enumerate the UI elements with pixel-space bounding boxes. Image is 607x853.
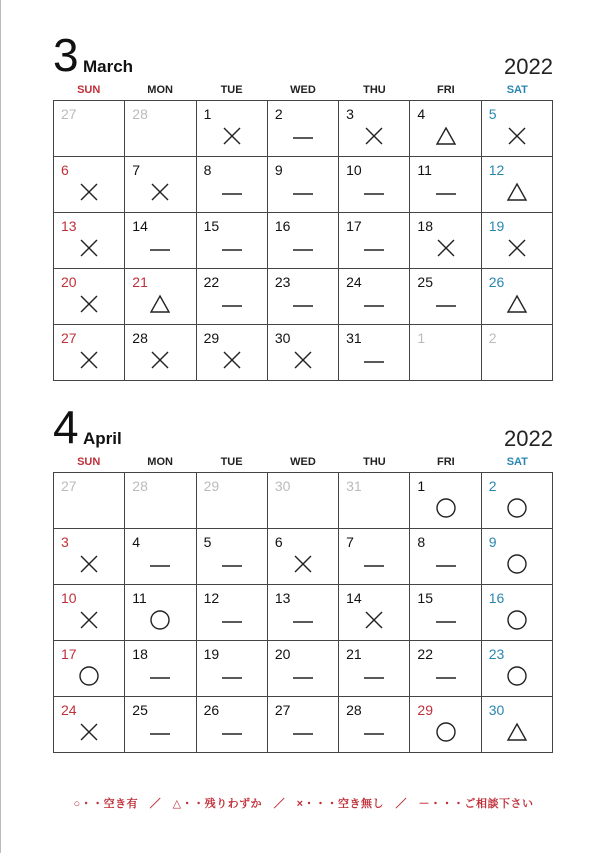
day-number: 31 <box>346 478 362 494</box>
day-cell <box>54 697 125 753</box>
day-number: 28 <box>132 330 148 346</box>
year: 2022 <box>504 426 553 451</box>
dash-mark-icon <box>363 553 385 575</box>
day-cell <box>268 213 339 269</box>
day-cell <box>482 325 553 381</box>
day-cell <box>339 101 410 157</box>
day-cell <box>54 101 125 157</box>
day-cell <box>54 585 125 641</box>
day-number: 4 <box>417 106 426 122</box>
cross-mark-icon <box>78 721 100 743</box>
dash-mark-icon <box>363 349 385 371</box>
day-cell <box>268 585 339 641</box>
day-number: 28 <box>346 702 362 718</box>
day-number: 30 <box>488 702 505 718</box>
weekday-label: TUE <box>220 84 243 96</box>
day-cell <box>410 529 481 585</box>
cross-mark-icon <box>363 125 385 147</box>
day-number: 29 <box>203 330 220 346</box>
day-cell <box>410 269 481 325</box>
cross-mark-icon <box>149 349 171 371</box>
day-cell <box>482 157 553 213</box>
dash-mark-icon <box>435 181 457 203</box>
day-cell <box>339 213 410 269</box>
day-cell <box>125 529 196 585</box>
day-number: 5 <box>488 106 497 122</box>
day-cell <box>482 269 553 325</box>
day-number: 10 <box>61 590 77 606</box>
day-cell <box>54 157 125 213</box>
cross-mark-icon <box>506 237 528 259</box>
day-cell <box>197 641 268 697</box>
dash-mark-icon <box>292 609 314 631</box>
day-number: 8 <box>417 534 426 550</box>
weekday-label: SUN <box>77 84 101 96</box>
day-number: 28 <box>132 106 148 122</box>
day-number: 4 <box>132 534 141 550</box>
day-number: 2 <box>488 478 497 494</box>
day-number: 21 <box>346 646 362 662</box>
day-cell <box>197 585 268 641</box>
day-number: 5 <box>203 534 212 550</box>
cross-mark-icon <box>292 349 314 371</box>
dash-mark-icon <box>435 293 457 315</box>
day-number: 20 <box>274 646 291 662</box>
day-cell <box>482 473 553 529</box>
dash-mark-icon <box>221 181 243 203</box>
circle-mark-icon <box>435 721 457 743</box>
dash-mark-icon <box>292 721 314 743</box>
day-cell <box>125 473 196 529</box>
day-number: 6 <box>61 162 69 178</box>
day-number: 13 <box>274 590 291 606</box>
day-cell <box>125 213 196 269</box>
day-number: 1 <box>203 106 212 122</box>
day-cell <box>125 269 196 325</box>
dash-mark-icon <box>221 237 243 259</box>
day-number: 2 <box>488 330 497 346</box>
day-number: 19 <box>488 218 505 234</box>
month-name: March <box>83 57 134 76</box>
cross-mark-icon <box>221 349 243 371</box>
dash-mark-icon <box>292 237 314 259</box>
dash-mark-icon <box>363 181 385 203</box>
day-number: 21 <box>132 274 148 290</box>
dash-mark-icon <box>292 125 314 147</box>
day-cell <box>482 529 553 585</box>
cross-mark-icon <box>363 609 385 631</box>
day-cell <box>197 697 268 753</box>
dash-mark-icon <box>149 665 171 687</box>
dash-mark-icon <box>221 665 243 687</box>
circle-mark-icon <box>506 609 528 631</box>
dash-mark-icon <box>149 237 171 259</box>
day-cell <box>410 641 481 697</box>
day-number: 1 <box>417 330 426 346</box>
dash-mark-icon <box>221 553 243 575</box>
day-number: 17 <box>346 218 362 234</box>
cross-mark-icon <box>78 553 100 575</box>
day-cell <box>339 529 410 585</box>
dash-mark-icon <box>149 721 171 743</box>
day-number: 8 <box>203 162 212 178</box>
day-number: 18 <box>417 218 433 234</box>
weekday-label: TUE <box>220 456 243 468</box>
day-number: 24 <box>346 274 362 290</box>
day-cell <box>268 157 339 213</box>
day-cell <box>125 697 196 753</box>
day-cell <box>410 213 481 269</box>
day-number: 31 <box>346 330 362 346</box>
cross-mark-icon <box>78 349 100 371</box>
circle-mark-icon <box>506 553 528 575</box>
dash-mark-icon <box>292 293 314 315</box>
day-number: 27 <box>274 702 291 718</box>
day-cell <box>197 529 268 585</box>
cross-mark-icon <box>221 125 243 147</box>
circle-mark-icon <box>435 497 457 519</box>
day-number: 27 <box>61 330 77 346</box>
day-number: 26 <box>203 702 220 718</box>
day-number: 3 <box>346 106 354 122</box>
day-number: 14 <box>132 218 148 234</box>
dash-mark-icon <box>435 553 457 575</box>
dash-mark-icon <box>221 293 243 315</box>
day-number: 12 <box>488 162 505 178</box>
day-number: 15 <box>417 590 433 606</box>
day-number: 22 <box>203 274 220 290</box>
dash-mark-icon <box>292 181 314 203</box>
day-cell <box>197 473 268 529</box>
calendar-april <box>53 401 553 753</box>
day-cell <box>197 269 268 325</box>
day-number: 1 <box>417 478 426 494</box>
weekday-label: THU <box>363 456 386 468</box>
cross-mark-icon <box>506 125 528 147</box>
day-cell <box>339 269 410 325</box>
day-cell <box>410 697 481 753</box>
day-cell <box>197 157 268 213</box>
day-cell <box>125 101 196 157</box>
triangle-mark-icon <box>506 293 528 315</box>
day-number: 24 <box>61 702 77 718</box>
day-cell <box>54 269 125 325</box>
day-cell <box>197 101 268 157</box>
day-number: 12 <box>203 590 220 606</box>
dash-mark-icon <box>221 609 243 631</box>
cross-mark-icon <box>78 293 100 315</box>
circle-mark-icon <box>506 497 528 519</box>
circle-mark-icon <box>506 665 528 687</box>
calendar-header <box>53 29 553 81</box>
day-number: 18 <box>132 646 148 662</box>
weekday-label: MON <box>147 456 173 468</box>
dash-mark-icon <box>149 553 171 575</box>
day-cell <box>54 529 125 585</box>
cross-mark-icon <box>435 237 457 259</box>
weekday-label: SAT <box>506 456 528 468</box>
day-cell <box>268 101 339 157</box>
day-number: 2 <box>274 106 283 122</box>
day-number: 27 <box>61 478 77 494</box>
day-cell <box>197 213 268 269</box>
day-cell <box>268 641 339 697</box>
day-number: 23 <box>488 646 505 662</box>
day-number: 25 <box>417 274 433 290</box>
day-number: 29 <box>203 478 220 494</box>
day-cell <box>125 641 196 697</box>
cross-mark-icon <box>78 181 100 203</box>
day-cell <box>54 473 125 529</box>
day-cell <box>268 697 339 753</box>
day-cell <box>268 473 339 529</box>
day-cell <box>410 157 481 213</box>
dash-mark-icon <box>292 665 314 687</box>
triangle-mark-icon <box>506 721 528 743</box>
calendar-march <box>53 29 553 381</box>
day-cell <box>125 585 196 641</box>
dash-mark-icon <box>221 721 243 743</box>
day-cell <box>339 325 410 381</box>
day-number: 19 <box>203 646 220 662</box>
triangle-mark-icon <box>149 293 171 315</box>
day-number: 14 <box>346 590 362 606</box>
year: 2022 <box>504 54 553 79</box>
day-number: 29 <box>417 702 433 718</box>
weekday-label: WED <box>290 456 316 468</box>
cross-mark-icon <box>292 553 314 575</box>
day-cell <box>268 529 339 585</box>
day-cell <box>54 213 125 269</box>
day-cell <box>410 325 481 381</box>
day-cell <box>410 585 481 641</box>
day-number: 7 <box>132 162 141 178</box>
day-number: 28 <box>132 478 148 494</box>
day-cell <box>339 697 410 753</box>
day-number: 30 <box>274 478 291 494</box>
day-number: 3 <box>61 534 69 550</box>
day-cell <box>268 269 339 325</box>
page-edge <box>0 0 1 853</box>
day-number: 10 <box>346 162 362 178</box>
triangle-mark-icon <box>435 125 457 147</box>
day-number: 13 <box>61 218 77 234</box>
weekday-label: SAT <box>506 84 528 96</box>
day-cell <box>125 325 196 381</box>
day-number: 20 <box>61 274 77 290</box>
day-number: 22 <box>417 646 433 662</box>
dash-mark-icon <box>363 665 385 687</box>
day-cell <box>482 585 553 641</box>
day-number: 16 <box>274 218 291 234</box>
day-cell <box>54 641 125 697</box>
day-cell <box>410 473 481 529</box>
weekday-label: FRI <box>436 84 455 96</box>
day-cell <box>482 101 553 157</box>
day-cell <box>410 101 481 157</box>
day-number: 6 <box>274 534 283 550</box>
day-number: 11 <box>417 162 432 178</box>
day-cell <box>268 325 339 381</box>
month-name: April <box>83 429 122 448</box>
day-cell <box>482 213 553 269</box>
weekday-label: THU <box>363 84 386 96</box>
weekday-row <box>53 452 553 472</box>
day-grid <box>53 472 553 753</box>
dash-mark-icon <box>363 237 385 259</box>
dash-mark-icon <box>363 293 385 315</box>
day-number: 9 <box>274 162 283 178</box>
day-cell <box>482 641 553 697</box>
day-number: 25 <box>132 702 148 718</box>
day-number: 17 <box>61 646 77 662</box>
dash-mark-icon <box>363 721 385 743</box>
legend: ○・・空き有 ／ △・・残りわずか ／ ×・・・空き無し ／ －・・・ご相談下さい <box>73 798 534 810</box>
day-number: 16 <box>488 590 505 606</box>
day-number: 15 <box>203 218 220 234</box>
day-cell <box>482 697 553 753</box>
day-grid <box>53 100 553 381</box>
day-cell <box>339 473 410 529</box>
cross-mark-icon <box>78 609 100 631</box>
month-number: 3 <box>53 29 79 81</box>
weekday-label: SUN <box>77 456 101 468</box>
day-cell <box>339 585 410 641</box>
day-number: 30 <box>274 330 291 346</box>
day-cell <box>125 157 196 213</box>
dash-mark-icon <box>435 665 457 687</box>
circle-mark-icon <box>149 609 171 631</box>
day-cell <box>339 641 410 697</box>
day-cell <box>54 325 125 381</box>
calendar-header <box>53 401 553 453</box>
day-cell <box>197 325 268 381</box>
day-number: 9 <box>488 534 497 550</box>
cross-mark-icon <box>78 237 100 259</box>
day-number: 26 <box>488 274 505 290</box>
weekday-row <box>53 80 553 100</box>
weekday-label: FRI <box>436 456 455 468</box>
weekday-label: MON <box>147 84 173 96</box>
day-number: 23 <box>274 274 291 290</box>
month-number: 4 <box>53 401 79 453</box>
day-number: 27 <box>61 106 77 122</box>
day-number: 7 <box>346 534 354 550</box>
dash-mark-icon <box>435 609 457 631</box>
triangle-mark-icon <box>506 181 528 203</box>
cross-mark-icon <box>149 181 171 203</box>
weekday-label: WED <box>290 84 316 96</box>
day-number: 11 <box>132 590 147 606</box>
circle-mark-icon <box>78 665 100 687</box>
day-cell <box>339 157 410 213</box>
